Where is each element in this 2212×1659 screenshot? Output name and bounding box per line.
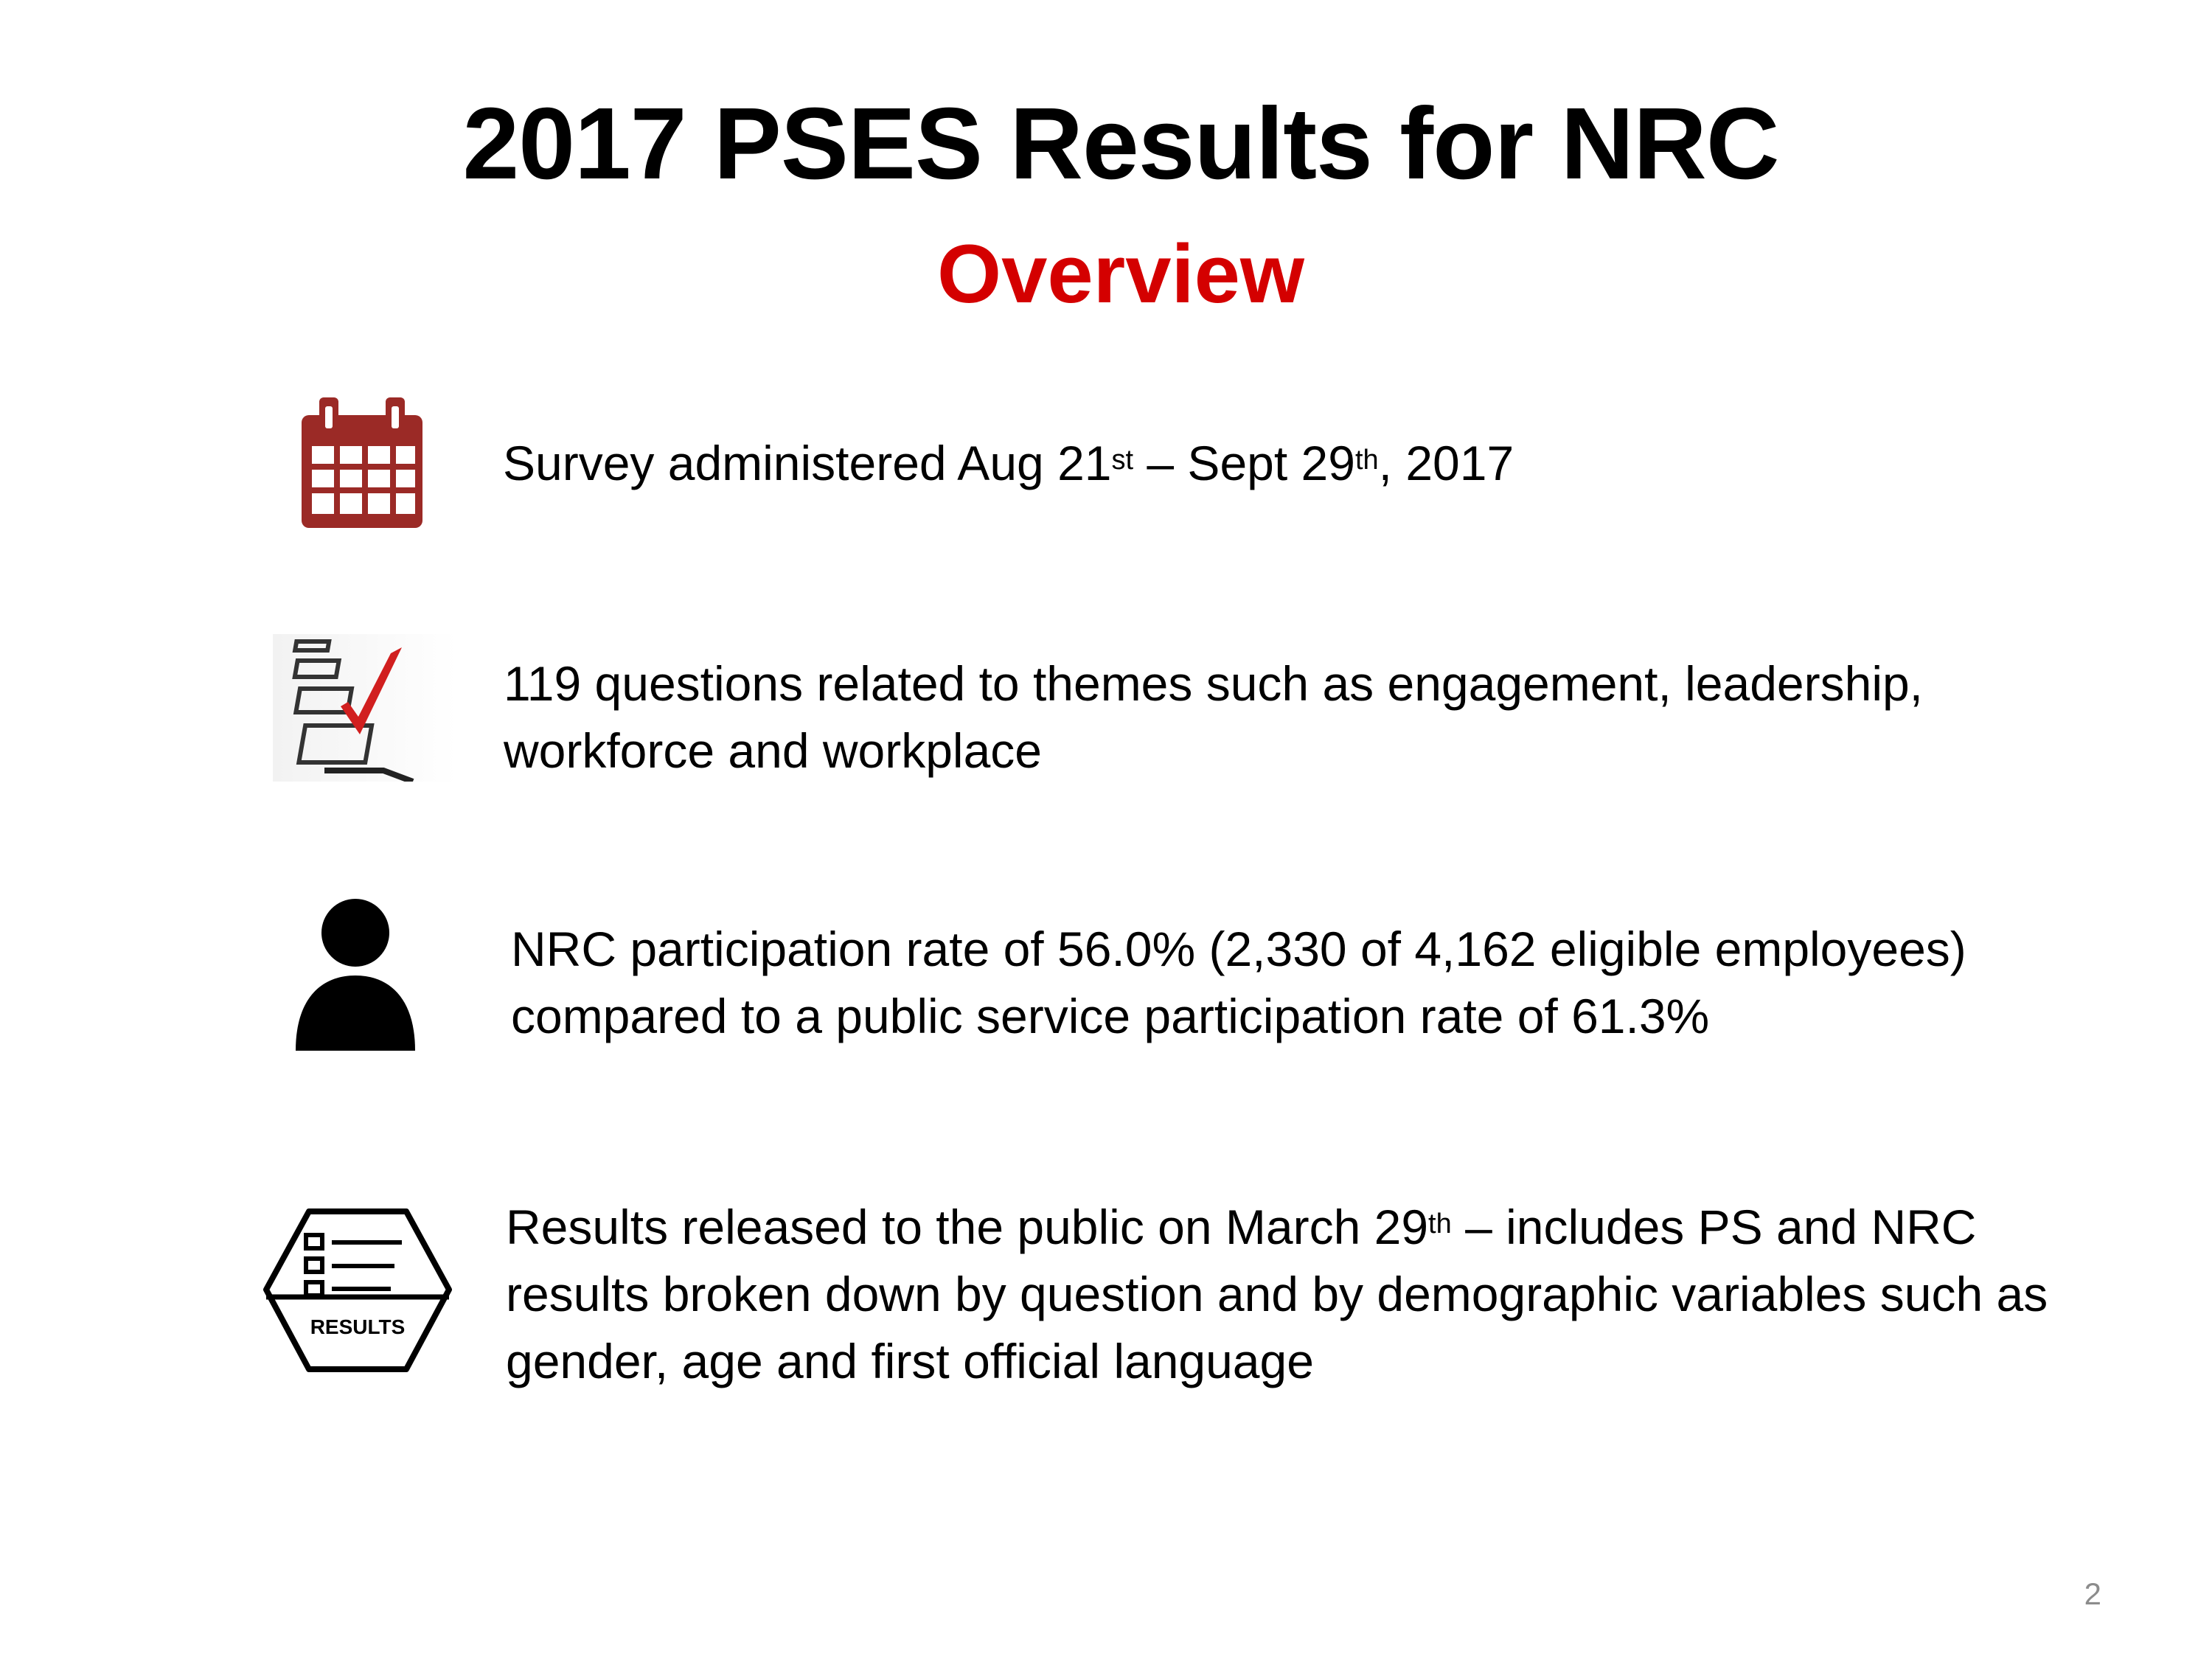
person-icon: [291, 896, 420, 1054]
calendar-icon: [299, 394, 425, 531]
checklist-icon: [273, 634, 457, 782]
item-participation: NRC participation rate of 56.0% (2,330 of 4,162 eligible employees) compared to a public service participation rate of 61.3%: [511, 922, 1966, 1043]
page-title: 2017 PSES Results for NRC: [462, 87, 1779, 201]
page-number: 2: [2084, 1576, 2101, 1611]
results-box-label: RESULTS: [310, 1315, 406, 1338]
results-box-icon: [262, 1206, 453, 1375]
page-subtitle: Overview: [936, 228, 1305, 320]
item-survey-dates: Survey administered Aug 21st – Sept 29th, 2017: [503, 436, 1514, 490]
item-questions: 119 questions related to themes such as engagement, leadership, workforce and workplace: [504, 656, 1924, 778]
item-results-release: Results released to the public on March 29th – includes PS and NRC results broken down by question and by demographic variables such as gender, age and first official language: [506, 1200, 2048, 1388]
